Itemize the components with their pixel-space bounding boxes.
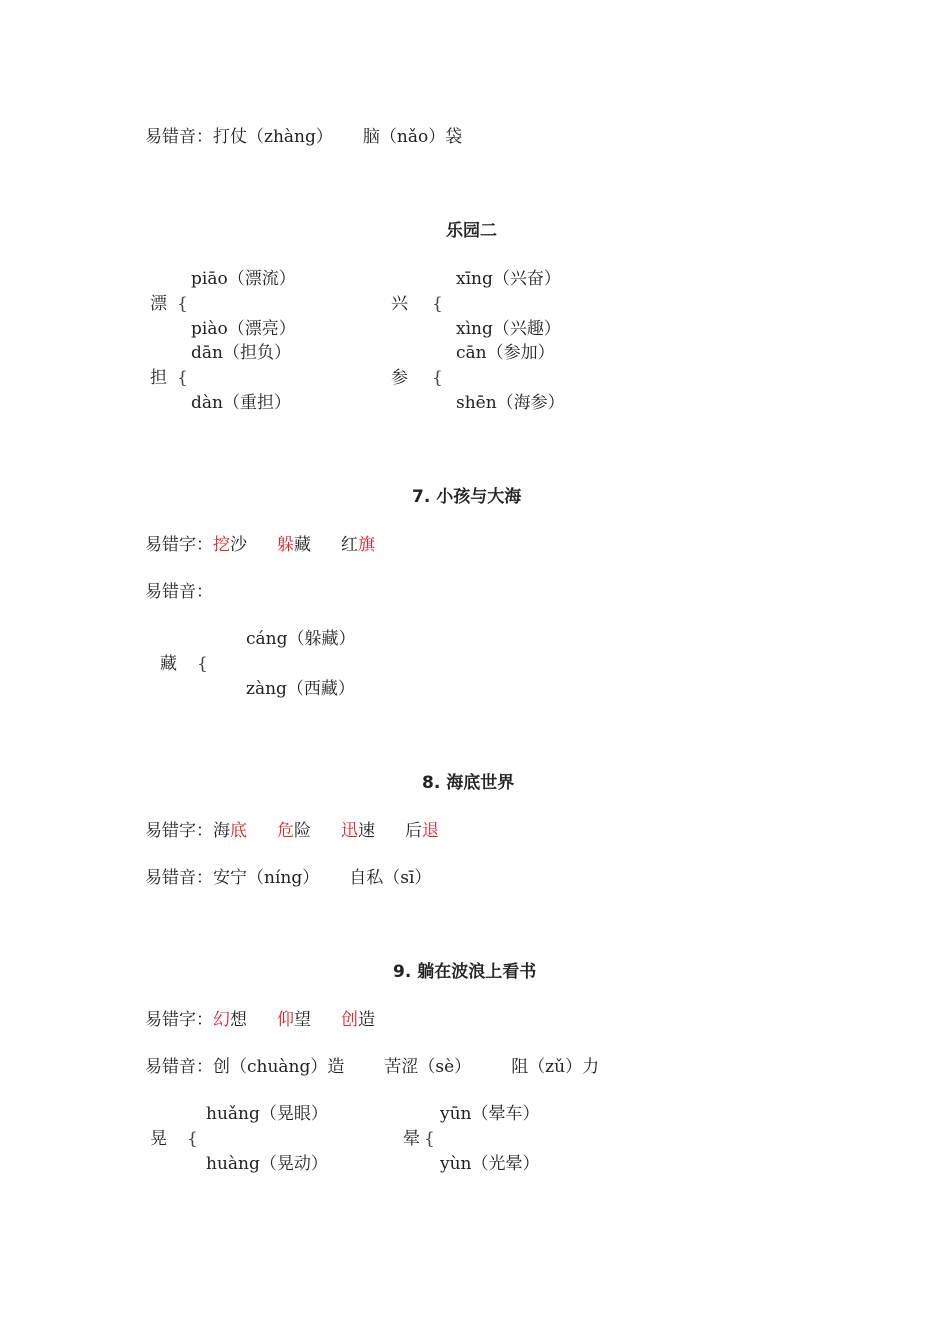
word-rest: 沙: [230, 535, 247, 555]
section-title-leyuan: 乐园二: [446, 221, 497, 241]
yin-item: 自私（sī）: [349, 868, 432, 888]
polyphone-char: 藏: [160, 654, 177, 674]
polyphone-char: 参: [391, 368, 408, 388]
yin-label: 易错音：: [145, 1057, 213, 1077]
word-rest: 想: [230, 1010, 247, 1030]
reading-top: huǎng（晃眼）: [206, 1104, 328, 1124]
yin-label: 易错音：: [145, 868, 213, 888]
wrong-char: 危: [277, 821, 294, 841]
brace: {: [432, 368, 443, 388]
yin-item: 安宁（níng）: [213, 868, 320, 888]
reading-top: cān（参加）: [456, 343, 555, 363]
yin-label: 易错音：: [145, 127, 213, 147]
reading-top: dān（担负）: [191, 343, 291, 363]
polyphone-char: 晕: [403, 1129, 420, 1149]
reading-top: xīng（兴奋）: [456, 269, 561, 289]
wrong-char: 挖: [213, 535, 230, 555]
brace: {: [187, 1129, 198, 1149]
polyphone-char: 晃: [150, 1129, 167, 1149]
top-yin-line: [145, 127, 462, 147]
brace: {: [432, 294, 443, 314]
reading-bottom: piào（漂亮）: [191, 319, 296, 339]
wrong-char: 迅: [341, 821, 358, 841]
word-pre: 后: [405, 821, 422, 841]
reading-bottom: yùn（光晕）: [440, 1154, 540, 1174]
reading-top: yūn（晕车）: [440, 1104, 540, 1124]
word-rest: 藏: [294, 535, 311, 555]
wrong-char: 幻: [213, 1010, 230, 1030]
polyphone-char: 兴: [391, 294, 408, 314]
word-rest: 望: [294, 1010, 311, 1030]
reading-top: cáng（躲藏）: [246, 629, 356, 649]
yin-line-8: [145, 868, 431, 888]
yin-item: 创（chuàng）造: [213, 1057, 345, 1077]
zi-label: 易错字：: [145, 535, 213, 555]
wrong-char: 底: [230, 821, 247, 841]
brace: {: [177, 294, 188, 314]
section-title-7: 7. 小孩与大海: [412, 487, 522, 507]
brace: {: [197, 654, 208, 674]
zi-label: 易错字：: [145, 1010, 213, 1030]
polyphone-char: 漂: [150, 294, 167, 314]
zi-line-8: [145, 821, 439, 841]
brace: {: [177, 368, 188, 388]
zi-label: 易错字：: [145, 821, 213, 841]
section-title-8: 8. 海底世界: [422, 773, 515, 793]
yin-label-7: 易错音：: [145, 582, 213, 602]
yin-line-9: [145, 1057, 599, 1077]
yin-item: 阻（zǔ）力: [511, 1057, 600, 1077]
wrong-char: 创: [341, 1010, 358, 1030]
yin-item: 脑（nǎo）袋: [362, 127, 463, 147]
reading-bottom: shēn（海参）: [456, 393, 565, 413]
wrong-char: 仰: [277, 1010, 294, 1030]
zi-line-9: [145, 1010, 375, 1030]
section-title-9: 9. 躺在波浪上看书: [393, 962, 537, 982]
word-rest: 造: [358, 1010, 375, 1030]
zi-line-7: [145, 535, 375, 555]
wrong-char: 旗: [358, 535, 375, 555]
wrong-char: 退: [422, 821, 439, 841]
yin-item: 苦涩（sè）: [384, 1057, 472, 1077]
reading-top: piāo（漂流）: [191, 269, 296, 289]
reading-bottom: zàng（西藏）: [246, 679, 355, 699]
yin-item: 打仗（zhàng）: [213, 127, 333, 147]
reading-bottom: dàn（重担）: [191, 393, 291, 413]
polyphone-char: 担: [150, 368, 167, 388]
reading-bottom: huàng（晃动）: [206, 1154, 328, 1174]
brace: {: [424, 1129, 435, 1149]
word-rest: 险: [294, 821, 311, 841]
reading-bottom: xìng（兴趣）: [456, 319, 561, 339]
word-pre: 红: [341, 535, 358, 555]
word-rest: 速: [358, 821, 375, 841]
word-pre: 海: [213, 821, 230, 841]
wrong-char: 躲: [277, 535, 294, 555]
